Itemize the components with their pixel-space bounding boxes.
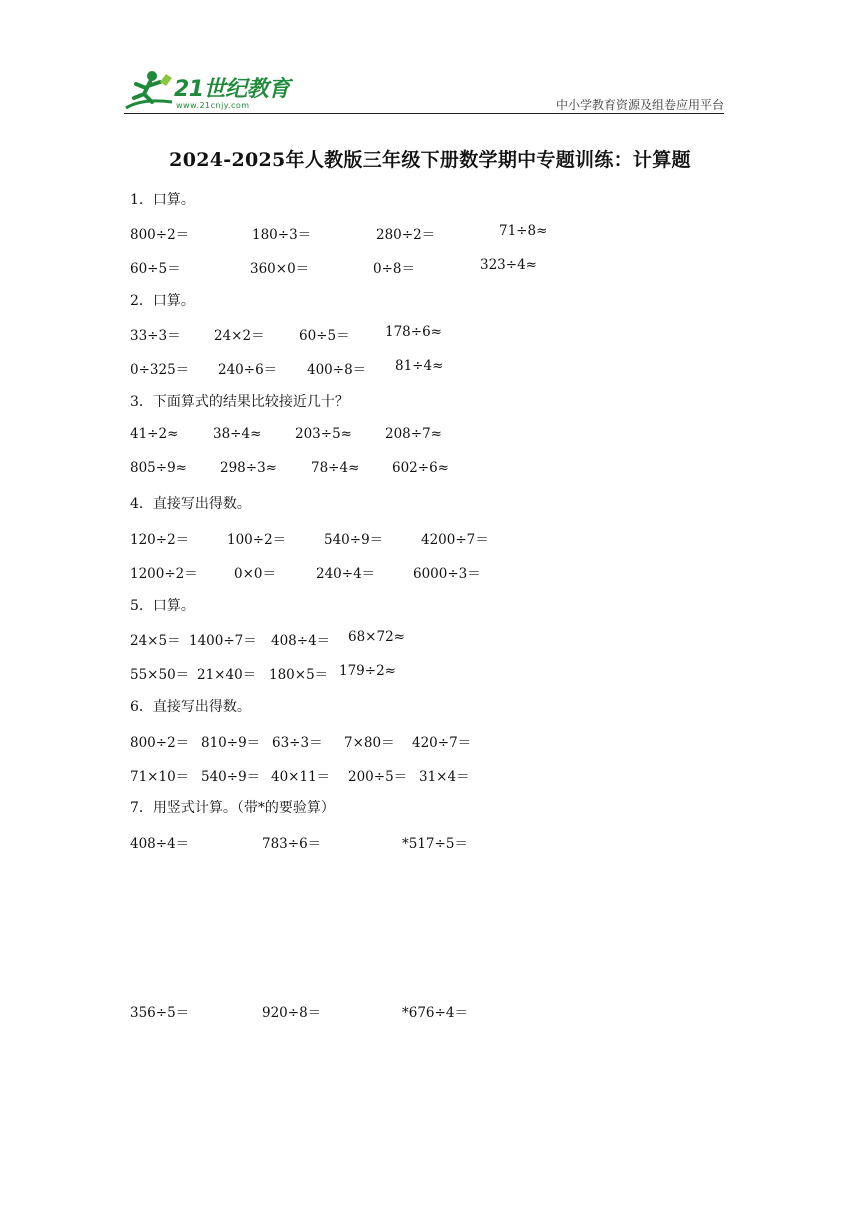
expression: 0÷8＝ [373, 261, 415, 277]
question-7-row-1 [130, 832, 730, 852]
expression: 41÷2≈ [130, 426, 179, 442]
expression: 81÷4≈ [395, 358, 444, 374]
expression: 540÷9＝ [324, 532, 384, 548]
question-2-row-2 [130, 358, 730, 378]
expression: 78÷4≈ [311, 460, 360, 476]
expression: 24×2＝ [214, 328, 265, 344]
question-5-label: 5．口算。 [130, 598, 195, 614]
expression: 240÷4＝ [316, 566, 376, 582]
question-3-row-1 [130, 426, 730, 446]
question-6-row-1 [130, 731, 730, 751]
question-1-label: 1．口算。 [130, 192, 195, 208]
expression: 179÷2≈ [339, 663, 396, 679]
page-header [0, 0, 860, 120]
expression: 24×5＝ [130, 633, 181, 649]
expression: 810÷9＝ [201, 735, 261, 751]
expression: 100÷2＝ [227, 532, 287, 548]
expression: 408÷4＝ [271, 633, 331, 649]
expression: 180×5＝ [269, 667, 329, 683]
expression: 0÷325＝ [130, 362, 190, 378]
header-divider [124, 113, 724, 114]
expression: 60÷5＝ [130, 261, 181, 277]
question-6-row-2 [130, 765, 730, 785]
question-3-label: 3．下面算式的结果比较接近几十？ [130, 394, 349, 410]
expression: 33÷3＝ [130, 328, 181, 344]
expression: 783÷6＝ [262, 836, 322, 852]
site-logo [122, 68, 292, 116]
question-2-row-1 [130, 324, 730, 344]
question-4-row-2 [130, 562, 730, 582]
expression: 208÷7≈ [385, 426, 442, 442]
question-1-row-2 [130, 257, 730, 277]
question-5-row-2 [130, 663, 730, 683]
expression: 356÷5＝ [130, 1005, 190, 1021]
expression: 120÷2＝ [130, 532, 190, 548]
question-2-label: 2．口算。 [130, 293, 195, 309]
expression: 31×4＝ [419, 769, 470, 785]
question-1-row-1 [130, 223, 730, 243]
expression: 540÷9＝ [201, 769, 261, 785]
expression: 4200÷7＝ [421, 532, 489, 548]
expression: 240÷6＝ [218, 362, 278, 378]
expression: *676÷4＝ [402, 1005, 468, 1021]
question-7-label: 7．用竖式计算。（带*的要验算） [130, 800, 335, 816]
question-6-label: 6．直接写出得数。 [130, 699, 251, 715]
expression: 1400÷7＝ [189, 633, 257, 649]
question-3-row-2 [130, 460, 730, 480]
logo-url: www.21cnjy.com [176, 101, 250, 110]
expression: 6000÷3＝ [413, 566, 481, 582]
expression: 805÷9≈ [130, 460, 187, 476]
expression: 68×72≈ [348, 629, 405, 645]
expression: *517÷5＝ [402, 836, 468, 852]
expression: 408÷4＝ [130, 836, 190, 852]
platform-text: 中小学教育资源及组卷应用平台 [555, 98, 724, 112]
logo-wordmark: 21世纪教育 [174, 77, 290, 102]
expression: 800÷2＝ [130, 227, 190, 243]
expression: 71×10＝ [130, 769, 190, 785]
expression: 203÷5≈ [295, 426, 352, 442]
question-7-row-2 [130, 1001, 730, 1021]
runner-logo-icon [122, 68, 176, 112]
expression: 1200÷2＝ [130, 566, 198, 582]
expression: 40×11＝ [271, 769, 331, 785]
expression: 420÷7＝ [412, 735, 472, 751]
question-5-row-1 [130, 629, 730, 649]
question-4-label: 4．直接写出得数。 [130, 496, 251, 512]
expression: 920÷8＝ [262, 1005, 322, 1021]
page-title: 2024-2025年人教版三年级下册数学期中专题训练：计算题 [169, 149, 691, 171]
expression: 800÷2＝ [130, 735, 190, 751]
expression: 180÷3＝ [252, 227, 312, 243]
expression: 602÷6≈ [392, 460, 449, 476]
expression: 0×0＝ [234, 566, 276, 582]
expression: 400÷8＝ [307, 362, 367, 378]
question-4-row-1 [130, 528, 730, 548]
expression: 55×50＝ [130, 667, 190, 683]
expression: 280÷2＝ [376, 227, 436, 243]
expression: 323÷4≈ [480, 257, 537, 273]
expression: 360×0＝ [250, 261, 310, 277]
expression: 60÷5＝ [299, 328, 350, 344]
expression: 7×80＝ [344, 735, 395, 751]
expression: 21×40＝ [197, 667, 257, 683]
expression: 298÷3≈ [220, 460, 277, 476]
expression: 71÷8≈ [499, 223, 548, 239]
expression: 200÷5＝ [348, 769, 408, 785]
expression: 63÷3＝ [272, 735, 323, 751]
expression: 38÷4≈ [213, 426, 262, 442]
expression: 178÷6≈ [385, 324, 442, 340]
